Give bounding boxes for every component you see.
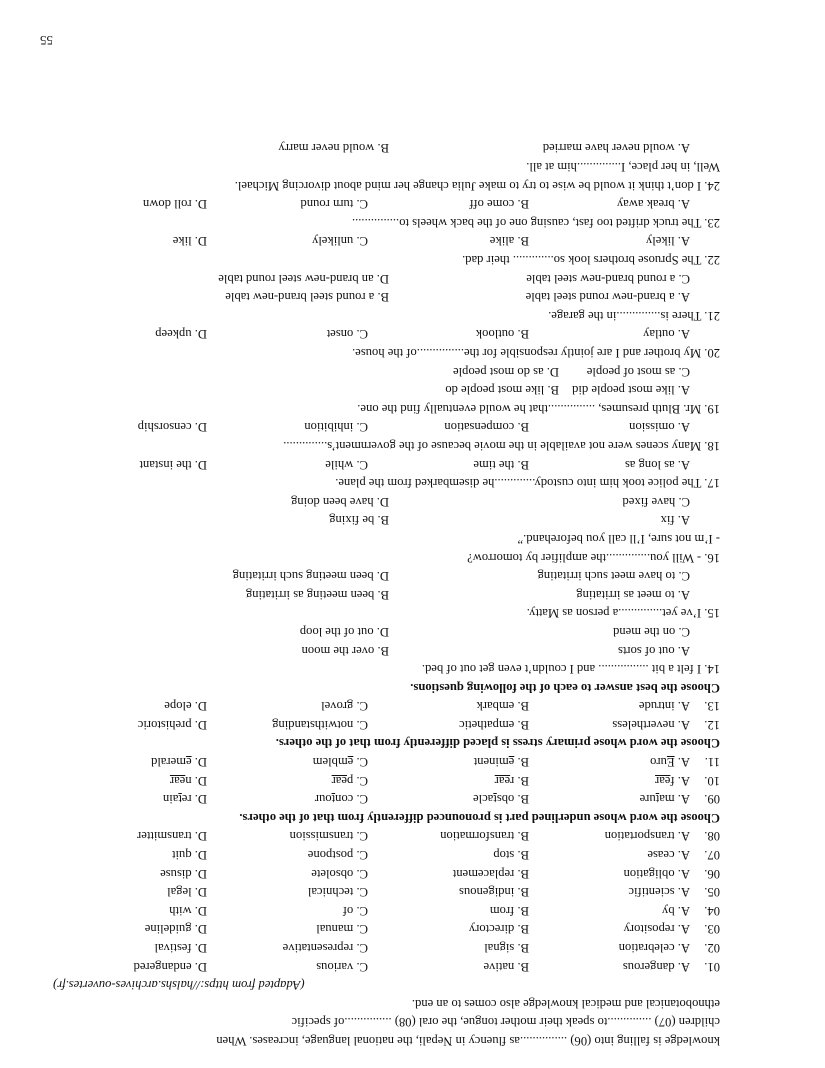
answer-option: B. would never marry (278, 141, 389, 156)
option-text: B. r (510, 773, 529, 788)
answer-option: B. be fixing (329, 513, 389, 528)
answer-option: A. repository (623, 922, 690, 937)
question-row (45, 753, 720, 772)
underlined-part: t (178, 792, 182, 807)
spacer (690, 381, 720, 400)
question-number: 05. (704, 885, 720, 900)
answer-option: C. unlikely (312, 234, 368, 249)
answer-option: A. by (662, 903, 690, 918)
answer-option: D. roll down (142, 197, 207, 212)
underlined-part: t (493, 792, 497, 807)
answer-option: D. like (172, 234, 207, 249)
answer-option: D. an brand-new steel round table (218, 271, 389, 286)
underlined-part: ear (494, 773, 511, 788)
options-row (45, 232, 720, 251)
section-heading-pronunciation: Choose the word whose underlined part is pronounced differently from that of the others. (239, 810, 720, 825)
page-number: 55 (40, 33, 53, 48)
question-number: 13. (704, 699, 720, 714)
question-stem: 14. I felt a bit ................ and I couldn’t even get out of bed. (421, 662, 720, 677)
answer-option: C. technical (307, 885, 368, 900)
question-row (45, 883, 720, 902)
answer-option: C. turn round (300, 197, 368, 212)
options-row (45, 325, 720, 344)
option-text: C. p (347, 773, 368, 788)
answer-option: A. to meet as irritating (576, 587, 690, 602)
option-text: A. ma (659, 792, 690, 807)
options-row (45, 139, 720, 158)
answer-option: D. prehistoric (137, 717, 207, 732)
option-text: minent (473, 755, 509, 770)
question-stem: 24. I don’t think it would be wise to try to make Julia change her mind about divorcing Michael. (234, 178, 720, 193)
answer-option: C. notwithstanding (272, 717, 368, 732)
answer-option: A. outlay (643, 327, 690, 342)
answer-option (46, 753, 207, 772)
answer-option: A. cease (647, 848, 690, 863)
question-row (45, 845, 720, 864)
question-row (45, 790, 720, 809)
question-stem: 18. Many scenes were not available in the movie because of the government’s.............. (283, 439, 720, 453)
passage-line: ethnobotanical and medical knowledge also comes to an end. (411, 996, 720, 1011)
spacer (690, 455, 720, 474)
answer-option: B. native (483, 959, 529, 974)
answer-option (529, 753, 690, 772)
answer-option: D. festival (154, 941, 207, 956)
question-stem: 15. I’ve yet..............a person as Matty. (526, 606, 720, 621)
section-heading-best-answer: Choose the best answer to each of the following questions. (410, 680, 720, 695)
spacer (690, 325, 720, 344)
question-stem: 21. There is..............in the garage. (548, 308, 720, 323)
question-row (45, 827, 720, 846)
passage-source: (Adapted from https://halshs.archives-ouvertes.fr) (53, 978, 305, 993)
answer-option: D. censorship (137, 420, 207, 435)
answer-option: D. endangered (133, 959, 207, 974)
answer-option: B. come off (469, 197, 529, 212)
answer-option: C. inhibition (304, 420, 368, 435)
answer-option: C. while (325, 457, 368, 472)
question-stem: 17. The police took him into custody.............he disembarked from the plane. (335, 476, 720, 491)
answer-option: C. grovel (321, 699, 368, 714)
option-text: A. f (670, 773, 690, 788)
answer-option: B. stop (493, 848, 529, 863)
underlined-part: e (186, 755, 192, 770)
options-row (45, 511, 720, 530)
question-row (45, 715, 720, 734)
answer-option: D. have been doing (291, 494, 389, 509)
answer-option: B. replacement (452, 866, 529, 881)
answer-option: B. like most people do (445, 383, 559, 398)
answer-option: D. as do most people (453, 364, 559, 379)
question-row (45, 697, 720, 716)
answer-option: A. likely (645, 234, 690, 249)
answer-option: A. obligation (623, 866, 690, 881)
option-text: our (314, 792, 332, 807)
answer-option: C. representative (282, 941, 368, 956)
spacer (690, 362, 720, 381)
question-row (45, 901, 720, 920)
question-number: 03. (704, 922, 720, 937)
underlined-part: t (331, 792, 336, 807)
answer-option: B. a round steel brand-new table (225, 290, 389, 305)
options-row (45, 641, 720, 660)
answer-option: A. out of sorts (617, 643, 690, 658)
answer-option (207, 753, 368, 772)
answer-option: B. transformation (440, 829, 529, 844)
options-row (45, 269, 720, 288)
answer-option: A. break away (616, 197, 690, 212)
question-row (45, 771, 720, 790)
option-text: D. (191, 755, 207, 770)
answer-option: B. signal (484, 941, 529, 956)
answer-option: B. been meeting as irritating (245, 587, 389, 602)
section-heading-stress: Choose the word whose primary stress is placed differently from that of the others. (275, 736, 720, 751)
answer-option: D. guideline (144, 922, 207, 937)
question-stem: 23. The truck drifted too fast, causing one of the back wheels to............... (351, 215, 720, 230)
question-row (45, 938, 720, 957)
answer-option: B. over the moon (301, 643, 389, 658)
options-row (45, 362, 720, 381)
answer-option: D. out of the loop (299, 624, 389, 639)
passage-line: children (07) ..............to speak their mother tongue, the oral (08) ...............of specific (291, 1015, 720, 1030)
worksheet (45, 139, 720, 1050)
option-text: merald (151, 755, 186, 770)
option-text: acle (473, 792, 494, 807)
option-text: ain (162, 792, 179, 807)
question-stem: 19. Mr. Bluth presumes, ...............that he would eventually find the one. (357, 401, 720, 416)
answer-option: A. scientific (628, 885, 690, 900)
option-text: B. obs (496, 792, 529, 807)
answer-option: A. omission (629, 420, 690, 435)
answer-option: B. empathetic (459, 717, 529, 732)
answer-option: C. of (342, 903, 368, 918)
answer-option: A. a brand-new round steel table (525, 290, 690, 305)
answer-option: D. transmitter (137, 829, 207, 844)
underlined-part: ear (655, 773, 671, 788)
answer-option: C. obsolete (311, 866, 368, 881)
answer-option: C. a round brand-new steel table (526, 271, 690, 286)
question-number: 04. (704, 903, 720, 918)
answer-option (529, 790, 690, 809)
answer-option: A. fix (660, 513, 690, 528)
answer-option: C. to have meet such irritating (537, 569, 690, 584)
answer-option: C. as most of people (586, 364, 690, 379)
options-row (45, 381, 720, 400)
option-text: C. (353, 755, 368, 770)
question-number: 06. (704, 866, 720, 881)
question-number: 09. (704, 792, 720, 807)
answer-option: D. been meeting such irritating (232, 569, 389, 584)
answer-option: B. compensation (444, 420, 529, 435)
underlined-part: t (655, 792, 660, 807)
underlined-part: ear (331, 773, 347, 788)
answer-option (529, 771, 690, 790)
answer-option: D. the instant (139, 457, 207, 472)
question-number: 10. (704, 773, 720, 788)
answer-option (368, 790, 529, 809)
answer-option (46, 771, 207, 790)
answer-option: C. on the mend (613, 624, 690, 639)
answer-option: C. have fixed (622, 494, 690, 509)
option-text: uro (650, 755, 667, 770)
question-number: 11. (704, 755, 720, 770)
underlined-part: E (666, 755, 675, 770)
answer-option: D. elope (164, 699, 207, 714)
question-stem: Well, in her place, I..............him at all. (526, 160, 720, 175)
underlined-part: e (508, 755, 515, 770)
options-row (45, 195, 720, 214)
answer-option: D. upkeep (155, 327, 207, 342)
options-row (45, 622, 720, 641)
answer-option: B. directory (468, 922, 529, 937)
answer-option: B. indigenous (459, 885, 529, 900)
answer-option: A. transportation (604, 829, 690, 844)
question-row (45, 864, 720, 883)
answer-option (46, 790, 207, 809)
options-row (45, 492, 720, 511)
question-stem: 22. The Spruose brothers look so............. their dad. (462, 253, 720, 268)
answer-option: A. nevertheless (612, 717, 690, 732)
answer-option (368, 771, 529, 790)
options-row (45, 288, 720, 307)
answer-option: A. dangerous (622, 959, 690, 974)
answer-option: B. the time (473, 457, 529, 472)
answer-option: D. legal (167, 885, 207, 900)
option-text: B. (514, 755, 529, 770)
answer-option: B. from (489, 903, 529, 918)
answer-option (207, 771, 368, 790)
question-number: 01. (704, 959, 720, 974)
answer-option: B. outlook (475, 327, 529, 342)
option-text: D. re (181, 792, 207, 807)
answer-option: A. would never have married (542, 141, 690, 156)
options-row (45, 585, 720, 604)
question-number: 12. (704, 717, 720, 732)
question-number: 07. (704, 848, 720, 863)
answer-option: A. celebration (618, 941, 690, 956)
question-stem: - I’m not sure, I’ll call you beforehand.” (517, 531, 720, 546)
answer-option: C. onset (326, 327, 368, 342)
option-text: D. n (185, 773, 207, 788)
answer-option: A. as long as (624, 457, 690, 472)
answer-option: C. postpone (307, 848, 368, 863)
question-number: 02. (704, 941, 720, 956)
answer-option (368, 753, 529, 772)
spacer (690, 195, 720, 214)
option-text: A. (674, 755, 690, 770)
question-stem: 16. - Will you..............the amplifier by tomorrow? (467, 550, 720, 565)
passage-line: knowledge is falling into (06) ...............as fluency in Nepali, the national language, increases. When (216, 1034, 720, 1048)
answer-option: D. quit (172, 848, 207, 863)
answer-option: C. various (316, 959, 368, 974)
options-row (45, 567, 720, 586)
question-stem: 20. My brother and I are jointly responsible for the...............of the house. (352, 346, 720, 361)
answer-option: B. alike (489, 234, 529, 249)
answer-option: A. like most people did (572, 383, 690, 398)
answer-option: B. embark (476, 699, 529, 714)
answer-option (207, 790, 368, 809)
answer-option: C. manual (316, 922, 368, 937)
option-text: C. con (335, 792, 368, 807)
answer-option: D. with (169, 903, 207, 918)
underlined-part: e (347, 755, 354, 770)
answer-option: A. intrude (638, 699, 690, 714)
options-row (45, 418, 720, 437)
passage (45, 994, 720, 1050)
option-text: ure (639, 792, 656, 807)
question-row (45, 957, 720, 976)
spacer (690, 232, 720, 251)
spacer (690, 418, 720, 437)
question-row (45, 920, 720, 939)
answer-option: C. transmission (289, 829, 368, 844)
options-row (45, 455, 720, 474)
underlined-part: ear (169, 773, 186, 788)
question-number: 08. (704, 829, 720, 844)
answer-option: D. disuse (160, 866, 207, 881)
option-text: mblem (312, 755, 348, 770)
